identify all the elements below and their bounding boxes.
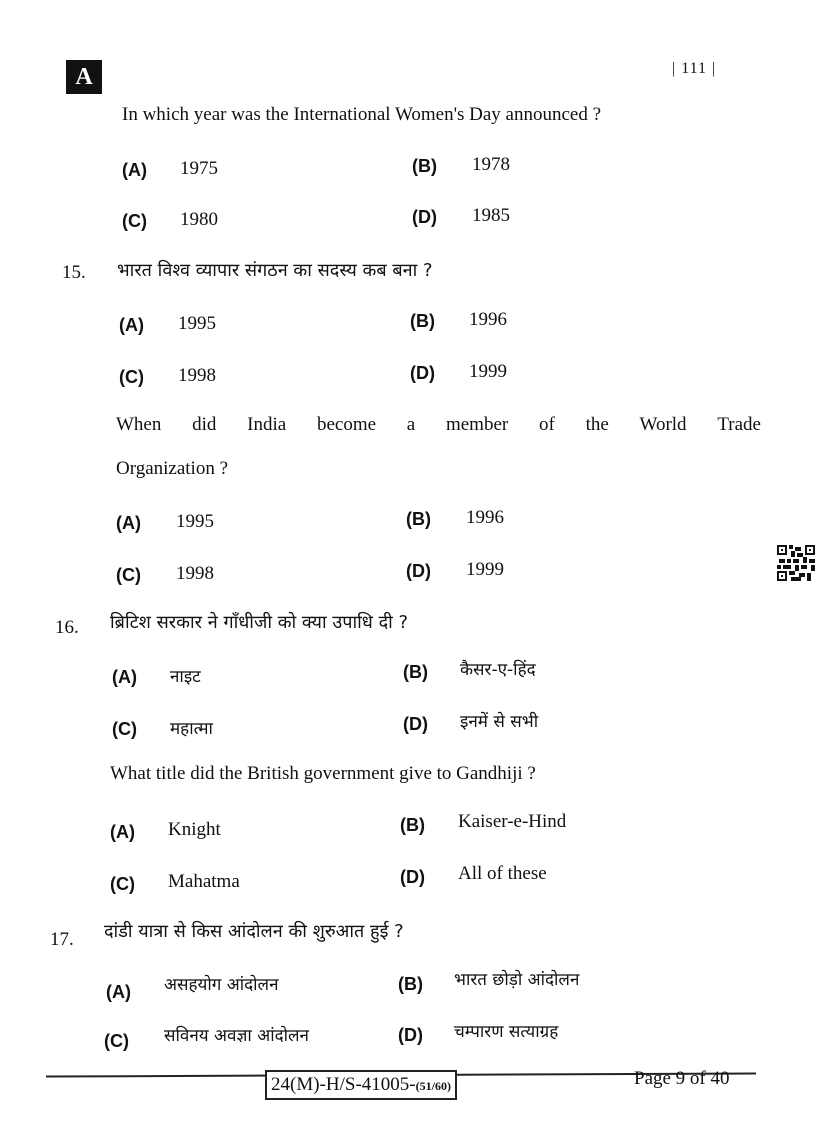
option-letter: (B) <box>400 815 425 835</box>
option-value: चम्पारण सत्याग्रह <box>454 1022 559 1042</box>
option-value: 1980 <box>180 209 218 230</box>
option-value: भारत छोड़ो आंदोलन <box>454 970 580 990</box>
option-value: 1978 <box>472 154 510 175</box>
option-value: असहयोग आंदोलन <box>164 975 279 995</box>
paper-code-suffix: (51/60) <box>415 1079 451 1093</box>
option-value: 1998 <box>176 563 214 584</box>
option-value: 1996 <box>466 507 504 528</box>
option-letter: (A) <box>116 513 141 533</box>
option-value: 1999 <box>466 559 504 580</box>
option-letter: (B) <box>412 156 437 176</box>
question-14-english: In which year was the International Women's Day announced ? <box>122 104 602 125</box>
option-letter: (D) <box>398 1025 423 1045</box>
option-letter: (C) <box>104 1031 129 1051</box>
question-15-english-line1 <box>116 414 761 436</box>
word: World <box>639 414 687 435</box>
paper-code-box <box>265 1070 457 1100</box>
word: become <box>316 414 377 435</box>
question-number: 17. <box>50 929 74 950</box>
option-value: All of these <box>458 863 547 884</box>
option-letter: (C) <box>112 719 137 739</box>
option-value: महात्मा <box>170 719 213 739</box>
option-value: 1998 <box>178 365 216 386</box>
option-letter: (B) <box>406 509 431 529</box>
option-value: 1995 <box>178 313 216 334</box>
option-value: Kaiser-e-Hind <box>458 811 567 832</box>
word: a <box>406 414 416 435</box>
question-number: 15. <box>62 262 86 283</box>
word: When <box>116 414 162 435</box>
question-number: 16. <box>55 617 79 638</box>
option-value: 1985 <box>472 205 510 226</box>
question-15-english-line2: Organization ? <box>116 458 229 479</box>
option-letter: (D) <box>406 561 431 581</box>
page-number: Page 9 of 40 <box>634 1068 730 1089</box>
option-letter: (D) <box>403 714 428 734</box>
word: member <box>445 414 509 435</box>
option-letter: (C) <box>110 874 135 894</box>
option-letter: (D) <box>400 867 425 887</box>
word: did <box>192 414 217 435</box>
option-letter: (A) <box>112 667 137 687</box>
option-letter: (B) <box>403 662 428 682</box>
word: the <box>585 414 609 435</box>
option-letter: (B) <box>410 311 435 331</box>
option-letter: (D) <box>412 207 437 227</box>
option-letter: (A) <box>106 982 131 1002</box>
option-value: इनमें से सभी <box>460 712 539 732</box>
question-16-hindi: ब्रिटिश सरकार ने गाँधीजी को क्या उपाधि दी ? <box>110 612 409 633</box>
set-badge: A <box>66 60 102 94</box>
option-value: Mahatma <box>168 871 240 892</box>
option-value: नाइट <box>170 667 201 687</box>
word: of <box>538 414 555 435</box>
option-value: 1995 <box>176 511 214 532</box>
question-17-hindi: दांडी यात्रा से किस आंदोलन की शुरुआत हुई ? <box>104 921 404 942</box>
option-letter: (C) <box>119 367 144 387</box>
question-16-english: What title did the British government give to Gandhiji ? <box>110 763 536 784</box>
option-letter: (C) <box>116 565 141 585</box>
option-letter: (A) <box>122 160 147 180</box>
option-letter: (C) <box>122 211 147 231</box>
option-letter: (A) <box>110 822 135 842</box>
word: India <box>247 414 287 435</box>
option-value: सविनय अवज्ञा आंदोलन <box>164 1026 309 1046</box>
page-code: | 111 | <box>672 60 717 77</box>
option-value: 1999 <box>469 361 507 382</box>
option-letter: (A) <box>119 315 144 335</box>
option-letter: (D) <box>410 363 435 383</box>
option-value: 1975 <box>180 158 218 179</box>
option-letter: (B) <box>398 974 423 994</box>
paper-code: 24(M)-H/S-41005- <box>271 1074 416 1095</box>
word: Trade <box>717 414 761 435</box>
option-value: 1996 <box>469 309 507 330</box>
option-value: Knight <box>168 819 221 840</box>
option-value: कैसर-ए-हिंद <box>460 660 536 680</box>
qr-code-icon <box>777 545 815 581</box>
question-15-hindi: भारत विश्व व्यापार संगठन का सदस्य कब बना ? <box>117 260 433 281</box>
